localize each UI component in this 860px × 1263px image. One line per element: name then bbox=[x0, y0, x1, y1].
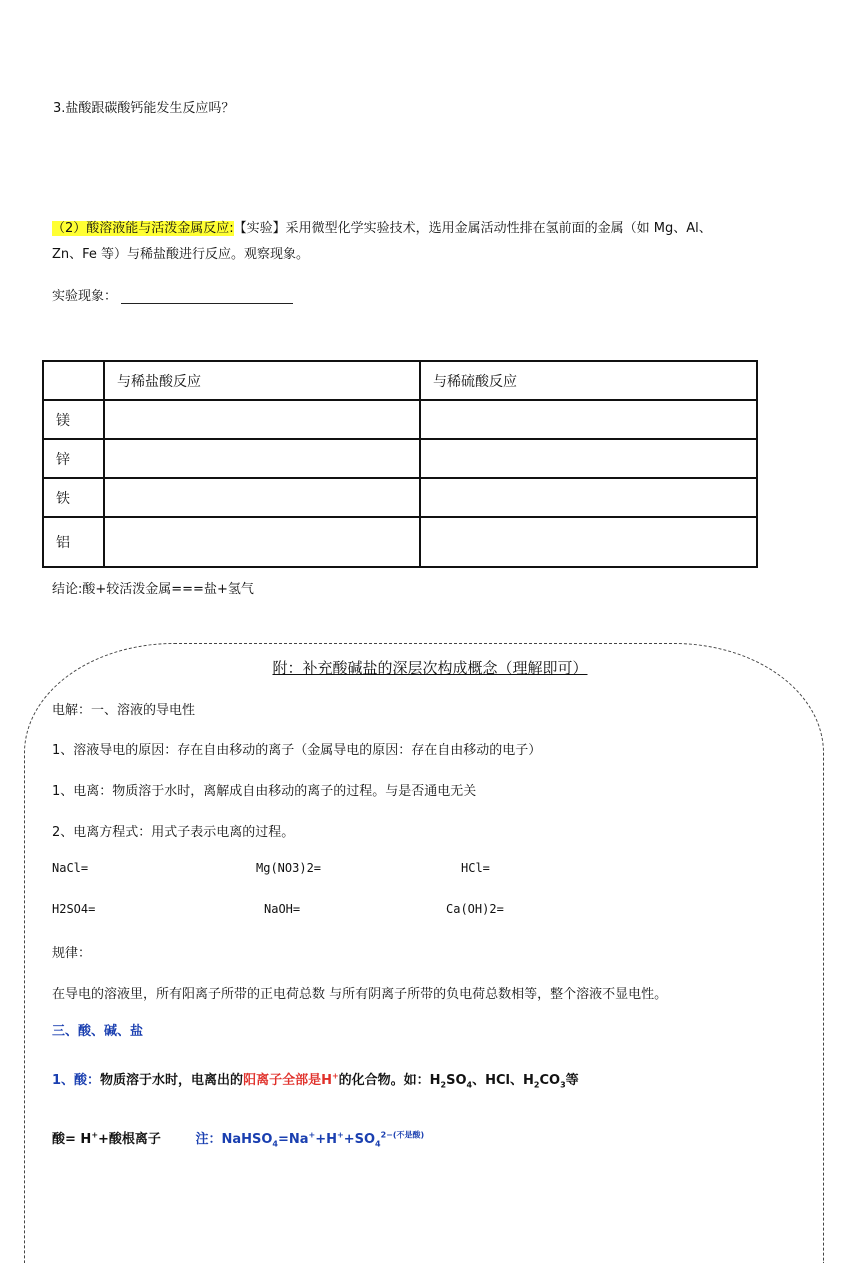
acid-label: 1、酸： bbox=[52, 1073, 101, 1088]
section-2-heading: （2）酸溶液能与活泼金属反应: bbox=[52, 221, 234, 236]
acid-text-2: 的化合物。如：H bbox=[338, 1073, 441, 1088]
table-row bbox=[43, 517, 757, 567]
appendix-line-3: 1、电离：物质溶于水时，离解成自由移动的离子的过程。与是否通电无关 bbox=[52, 784, 477, 799]
table-cell[interactable] bbox=[104, 400, 420, 439]
table-cell[interactable] bbox=[104, 478, 420, 517]
acid-hcl: 、HCl、H bbox=[472, 1073, 534, 1088]
metal-name: 铝 bbox=[43, 517, 104, 567]
metal-reaction-table bbox=[42, 360, 758, 568]
note-label: 注：NaHSO bbox=[195, 1132, 273, 1147]
appendix-line-2: 1、溶液导电的原因：存在自由移动的离子（金属导电的原因：存在自由移动的电子） bbox=[52, 743, 542, 758]
table-header-cell bbox=[43, 361, 104, 400]
formula-h2so4: H2SO4= bbox=[52, 902, 96, 916]
appendix-line-1: 电解：一、溶液的导电性 bbox=[52, 703, 196, 718]
appendix-line-4: 2、电离方程式：用式子表示电离的过程。 bbox=[52, 825, 295, 840]
metal-name: 镁 bbox=[43, 400, 104, 439]
acid-so4: SO bbox=[446, 1073, 467, 1088]
table-cell[interactable] bbox=[420, 517, 757, 567]
table-row bbox=[43, 400, 757, 439]
metal-name: 锌 bbox=[43, 439, 104, 478]
table-header-row bbox=[43, 361, 757, 400]
table-header-cell: 与稀盐酸反应 bbox=[104, 361, 420, 400]
note-so4: +SO bbox=[343, 1132, 376, 1147]
section-2-text: 【实验】采用微型化学实验技术，选用金属活动性排在氢前面的金属（如 Mg、Al、 bbox=[233, 221, 712, 236]
acid-definition: 1、酸：物质溶于水时，电离出的阳离子全部是H+的化合物。如：$H_2SO_4$、HCl、$H_2CO_3$等 bbox=[52, 1071, 579, 1090]
question-3: 3.盐酸跟碳酸钙能发生反应吗？ bbox=[53, 101, 235, 116]
observation-blank[interactable] bbox=[121, 291, 293, 304]
observation-line bbox=[52, 285, 293, 304]
note: 注：$NaHSO_4=Na^++H^++SO_4^{2-(不是酸)}$ bbox=[195, 1130, 425, 1149]
section-2-line2: Zn、Fe 等）与稀盐酸进行反应。观察现象。 bbox=[52, 247, 310, 262]
formula-mgno3: Mg(NO3)2= bbox=[256, 861, 322, 875]
table-cell[interactable] bbox=[420, 478, 757, 517]
section-3-heading: 三、酸、碱、盐 bbox=[52, 1024, 144, 1039]
acid-text-1: 物质溶于水时，电离出的 bbox=[100, 1073, 244, 1088]
acid-sup: + bbox=[331, 1071, 339, 1081]
acid-end: 等 bbox=[565, 1073, 579, 1088]
table-cell[interactable] bbox=[420, 439, 757, 478]
table-cell[interactable] bbox=[104, 439, 420, 478]
note-eq: =Na bbox=[277, 1132, 309, 1147]
acid-co3: CO bbox=[539, 1073, 561, 1088]
section-2-line1 bbox=[52, 217, 712, 236]
observation-label: 实验现象： bbox=[52, 289, 118, 304]
conclusion: 结论:酸+较活泼金属===盐+氢气 bbox=[52, 582, 254, 597]
formula-naoh: NaOH= bbox=[264, 902, 301, 916]
table-cell[interactable] bbox=[104, 517, 420, 567]
note-suffix: 2−(不是酸) bbox=[380, 1130, 425, 1140]
appendix-frame bbox=[24, 643, 824, 1263]
acid-highlight: 阳离子全部是H bbox=[243, 1073, 332, 1088]
rule-text: 在导电的溶液里，所有阳离子所带的正电荷总数 与所有阴离子所带的负电荷总数相等，整个溶液不显电性。 bbox=[52, 987, 668, 1002]
table-cell[interactable] bbox=[420, 400, 757, 439]
table-header-cell: 与稀硫酸反应 bbox=[420, 361, 757, 400]
appendix-title: 附：补充酸碱盐的深层次构成概念（理解即可） bbox=[272, 659, 588, 677]
formula-hcl: HCl= bbox=[461, 861, 490, 875]
table-row bbox=[43, 439, 757, 478]
formula-nacl: NaCl= bbox=[52, 861, 89, 875]
table-row bbox=[43, 478, 757, 517]
note-h: +H bbox=[315, 1132, 338, 1147]
acid-formula-line: 酸= H++酸根离子 注：$NaHSO_4=Na^++H^++SO_4^{2-(不是酸)}$ bbox=[52, 1130, 425, 1149]
rule-label: 规律： bbox=[52, 946, 92, 961]
acid-formula-tail: +酸根离子 bbox=[98, 1132, 161, 1147]
acid-formula: 酸= H bbox=[52, 1132, 92, 1147]
formula-caoh2: Ca(OH)2= bbox=[446, 902, 504, 916]
metal-name: 铁 bbox=[43, 478, 104, 517]
